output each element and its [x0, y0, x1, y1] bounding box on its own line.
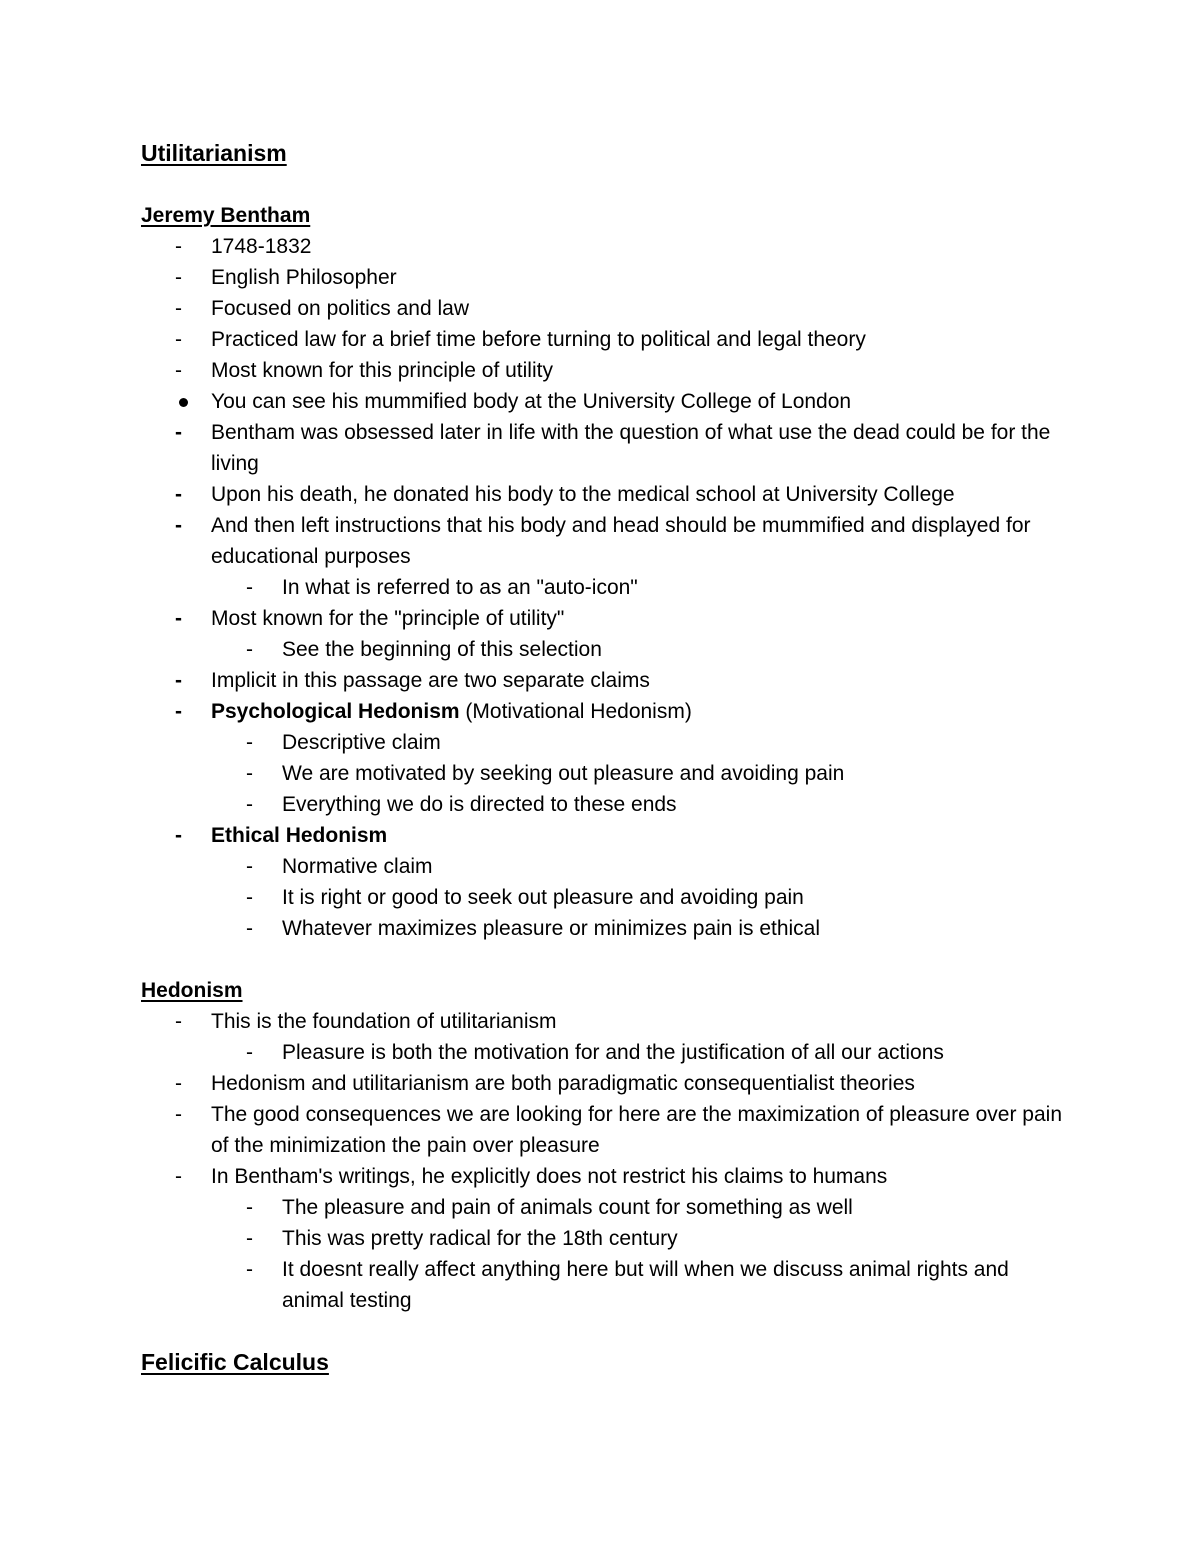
dash-marker: - [246, 886, 253, 909]
dash-marker: - [175, 1010, 182, 1033]
list-item: - In Bentham's writings, he explicitly does not restrict his claims to humans [141, 1161, 1071, 1192]
dash-marker: - [246, 1041, 253, 1064]
sub-list-item: - Whatever maximizes pleasure or minimizes pain is ethical [141, 913, 1071, 944]
bentham-outline-list [141, 231, 1071, 944]
section-heading-felicific-calculus: Felicific Calculus [141, 1349, 329, 1375]
list-item: - This is the foundation of utilitarianism [141, 1006, 1071, 1037]
dash-marker: - [175, 1072, 182, 1095]
sub-list-item: - We are motivated by seeking out pleasure and avoiding pain [141, 758, 1071, 789]
spacer [141, 1316, 1071, 1347]
list-item: - Most known for this principle of utility [141, 355, 1071, 386]
spacer [141, 169, 1071, 200]
dash-marker: - [175, 235, 182, 258]
list-item: - Bentham was obsessed later in life with the question of what use the dead could be for the living [141, 417, 1071, 479]
dash-marker: - [246, 917, 253, 940]
dash-marker: - [246, 1196, 253, 1219]
list-item: You can see his mummified body at the University College of London [141, 386, 1071, 417]
dash-marker: - [175, 669, 182, 692]
dash-marker: - [246, 793, 253, 816]
list-item: - English Philosopher [141, 262, 1071, 293]
section-heading-hedonism: Hedonism [141, 979, 243, 1002]
term-ethical-hedonism: Ethical Hedonism [211, 824, 388, 847]
list-item: - Psychological Hedonism (Motivational Hedonism) [141, 696, 1071, 727]
dash-marker: - [175, 328, 182, 351]
section-heading-jeremy-bentham: Jeremy Bentham [141, 204, 311, 227]
sub-list-item: - The pleasure and pain of animals count for something as well [141, 1192, 1071, 1223]
dash-marker: - [246, 731, 253, 754]
dash-marker: - [175, 700, 182, 723]
sub-list-item: - It is right or good to seek out pleasure and avoiding pain [141, 882, 1071, 913]
list-item: - Implicit in this passage are two separate claims [141, 665, 1071, 696]
dash-marker: - [175, 421, 182, 444]
dash-marker: - [175, 824, 182, 847]
dash-marker: - [246, 855, 253, 878]
dash-marker: - [175, 297, 182, 320]
list-item: - Hedonism and utilitarianism are both paradigmatic consequentialist theories [141, 1068, 1071, 1099]
dash-marker: - [175, 607, 182, 630]
sub-list-item: - Everything we do is directed to these ends [141, 789, 1071, 820]
sub-list-item: - It doesnt really affect anything here but will when we discuss animal rights and animal testing [141, 1254, 1071, 1316]
dash-marker: - [175, 1103, 182, 1126]
hedonism-outline-list [141, 1006, 1071, 1316]
spacer [141, 944, 1071, 975]
dash-marker: - [175, 266, 182, 289]
sub-list-item: - See the beginning of this selection [141, 634, 1071, 665]
dash-marker: - [175, 1165, 182, 1188]
dash-marker: - [175, 483, 182, 506]
sub-list-item: - Pleasure is both the motivation for and the justification of all our actions [141, 1037, 1071, 1068]
list-item: - Focused on politics and law [141, 293, 1071, 324]
document-title: Utilitarianism [141, 140, 287, 166]
list-item: - Practiced law for a brief time before turning to political and legal theory [141, 324, 1071, 355]
list-item [141, 820, 1071, 851]
list-item: - The good consequences we are looking for here are the maximization of pleasure over pain of the minimization the pain over pleasure [141, 1099, 1071, 1161]
list-item: - And then left instructions that his body and head should be mummified and displayed for educational purposes [141, 510, 1071, 572]
bullet-dot-icon [179, 398, 188, 407]
term-psychological-hedonism: Psychological Hedonism [211, 700, 460, 723]
dash-marker: - [175, 359, 182, 382]
dash-marker: - [246, 576, 253, 599]
list-item: - Most known for the "principle of utility" [141, 603, 1071, 634]
list-item: - Upon his death, he donated his body to the medical school at University College [141, 479, 1071, 510]
sub-list-item: - Descriptive claim [141, 727, 1071, 758]
dash-marker: - [246, 638, 253, 661]
dash-marker: - [175, 514, 182, 537]
sub-list-item: - In what is referred to as an "auto-icon" [141, 572, 1071, 603]
document-page [141, 138, 1071, 1378]
dash-marker: - [246, 1227, 253, 1250]
sub-list-item: - This was pretty radical for the 18th century [141, 1223, 1071, 1254]
dash-marker: - [246, 1258, 253, 1281]
dash-marker: - [246, 762, 253, 785]
list-item: - 1748-1832 [141, 231, 1071, 262]
sub-list-item: - Normative claim [141, 851, 1071, 882]
